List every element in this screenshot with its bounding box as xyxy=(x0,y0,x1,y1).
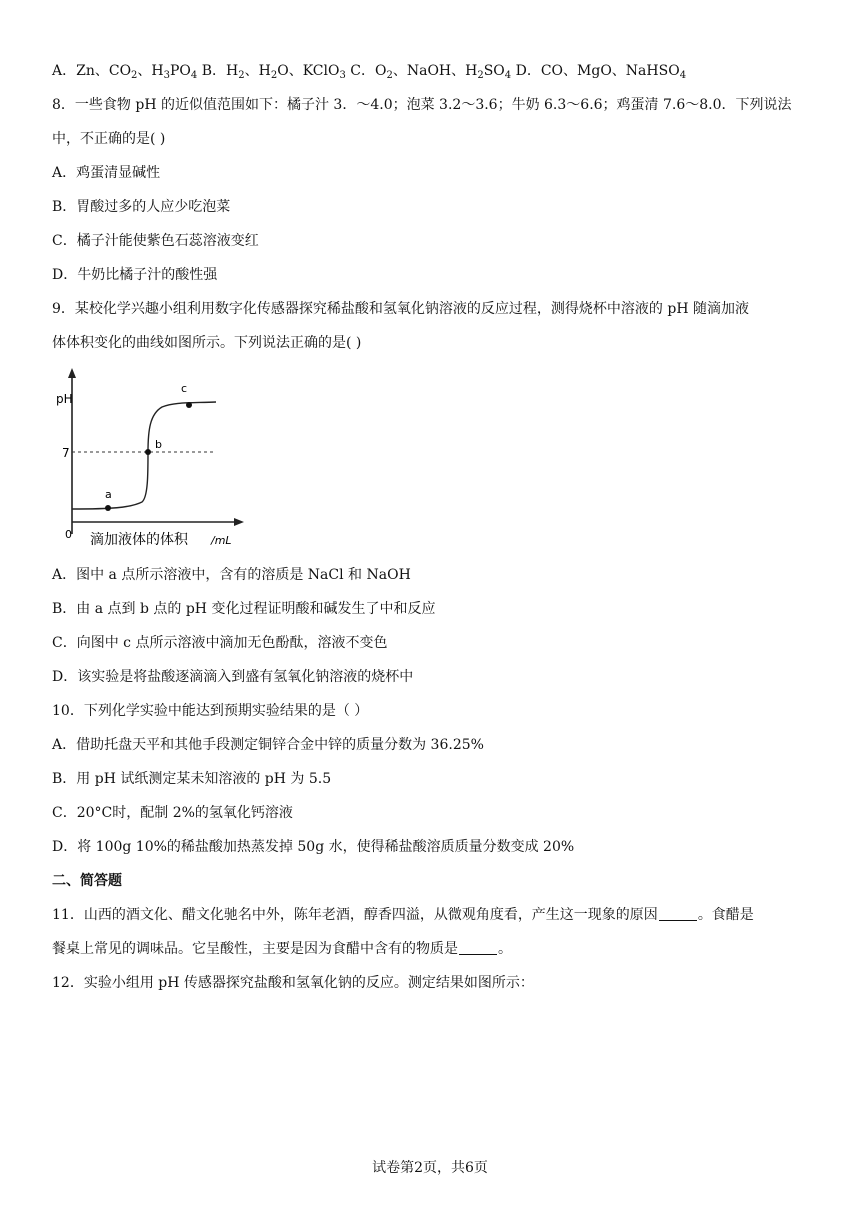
subscript: 4 xyxy=(504,70,512,81)
page-footer: 试卷第2页，共6页 xyxy=(372,1160,488,1176)
subscript: 4 xyxy=(190,70,198,81)
subscript: 2 xyxy=(238,70,245,81)
subscript: 3 xyxy=(163,70,171,81)
text-segment: PO xyxy=(170,63,191,79)
text-segment: 9．某校化学兴趣小组利用数字化传感器探究稀盐酸和氢氧化钠溶液的反应过程，测得烧杯中溶液的 pH 随滴加液 xyxy=(52,301,749,317)
text-segment: C．20°C时，配制 2%的氢氧化钙溶液 xyxy=(52,805,293,821)
text-segment: D．牛奶比橘子汁的酸性强 xyxy=(52,267,218,283)
subscript: 3 xyxy=(339,70,346,81)
text-line-q8-stem-1 xyxy=(52,96,792,114)
text-segment: B．胃酸过多的人应少吃泡菜 xyxy=(52,199,231,215)
text-segment: 。食醋是 xyxy=(697,907,754,923)
ref-line-label: 7 xyxy=(62,446,70,460)
subscript: 2 xyxy=(386,70,393,81)
text-segment: 二、简答题 xyxy=(52,873,122,889)
text-segment: O、KClO xyxy=(277,63,340,79)
text-segment: 、NaOH、H xyxy=(392,63,478,79)
ph-titration-figure xyxy=(50,364,260,554)
text-segment: 体体积变化的曲线如图所示。下列说法正确的是( ) xyxy=(52,335,362,351)
subscript: 2 xyxy=(131,70,138,81)
text-segment: 8．一些食物 pH 的近似值范围如下：橘子汁 3．～4.0；泡菜 3.2～3.6；牛奶 6.3～6.6；鸡蛋清 7.6～8.0．下列说法 xyxy=(52,97,792,113)
text-line-q7-options xyxy=(52,62,686,85)
point-c-label: c xyxy=(181,382,188,395)
text-segment: C．橘子汁能使紫色石蕊溶液变红 xyxy=(52,233,259,249)
y-axis-arrow xyxy=(68,368,76,378)
text-line-q10-stem xyxy=(52,702,368,720)
text-segment: 。 xyxy=(498,941,512,957)
text-line-q9-c xyxy=(52,634,387,652)
text-segment: C．O xyxy=(345,63,387,79)
text-segment: 、H xyxy=(244,63,271,79)
point-b-label: b xyxy=(155,438,162,451)
answer-blank[interactable] xyxy=(459,942,497,955)
subscript: 2 xyxy=(270,70,278,81)
text-line-q9-d xyxy=(52,668,413,686)
text-segment: B．用 pH 试纸测定某未知溶液的 pH 为 5.5 xyxy=(52,771,332,787)
text-segment: C．向图中 c 点所示溶液中滴加无色酚酞，溶液不变色 xyxy=(52,635,388,651)
text-line-q9-stem-2 xyxy=(52,334,361,352)
text-line-q8-c xyxy=(52,232,259,250)
text-line-q9-a xyxy=(52,566,411,584)
answer-blank[interactable] xyxy=(659,908,697,921)
text-line-q9-stem-1 xyxy=(52,300,749,318)
text-line-q10-b xyxy=(52,770,331,788)
text-segment: 12．实验小组用 pH 传感器探究盐酸和氢氧化钠的反应。测定结果如图所示： xyxy=(52,975,534,991)
x-unit-label: /mL xyxy=(211,534,232,547)
x-axis-label: 滴加液体的体积 xyxy=(90,532,188,548)
text-segment: A．图中 a 点所示溶液中，含有的溶质是 NaCl 和 NaOH xyxy=(52,567,411,583)
y-axis-label: pH xyxy=(56,392,73,406)
ph-curve xyxy=(72,402,216,509)
text-segment: 中，不正确的是( ) xyxy=(52,131,166,147)
text-segment: A．鸡蛋清显碱性 xyxy=(52,165,161,181)
subscript: 4 xyxy=(679,70,687,81)
text-segment: B．由 a 点到 b 点的 pH 变化过程证明酸和碱发生了中和反应 xyxy=(52,601,436,617)
text-segment: 餐桌上常见的调味品。它呈酸性，主要是因为食醋中含有的物质是 xyxy=(52,941,458,957)
point-c xyxy=(186,402,192,408)
point-a xyxy=(105,505,111,511)
text-segment: A．Zn、CO xyxy=(52,63,132,79)
point-b xyxy=(145,449,151,455)
text-line-q8-a xyxy=(52,164,160,182)
text-segment: 10．下列化学实验中能达到预期实验结果的是（ ） xyxy=(52,703,369,719)
text-segment: D．该实验是将盐酸逐滴滴入到盛有氢氧化钠溶液的烧杯中 xyxy=(52,669,414,685)
text-segment: 、H xyxy=(137,63,164,79)
x-axis-arrow xyxy=(234,518,244,526)
text-line-q11-2 xyxy=(52,940,512,958)
text-line-q8-stem-2 xyxy=(52,130,165,148)
text-segment: A．借助托盘天平和其他手段测定铜锌合金中锌的质量分数为 36.25% xyxy=(52,737,484,753)
text-line-q10-d xyxy=(52,838,574,856)
text-line-q10-c xyxy=(52,804,293,822)
text-segment: B．H xyxy=(197,63,239,79)
point-a-label: a xyxy=(105,488,112,501)
text-segment: 11．山西的酒文化、醋文化驰名中外，陈年老酒，醇香四溢，从微观角度看，产生这一现象的原因 xyxy=(52,907,658,923)
text-line-q12-stem xyxy=(52,974,534,992)
subscript: 2 xyxy=(477,70,484,81)
text-line-q10-a xyxy=(52,736,484,754)
text-line-q8-b xyxy=(52,198,230,216)
text-line-q11-1 xyxy=(52,906,754,924)
text-segment: D．将 100g 10%的稀盐酸加热蒸发掉 50g 水，使得稀盐酸溶质质量分数变成 20% xyxy=(52,839,575,855)
origin-label: 0 xyxy=(65,528,72,541)
text-segment: SO xyxy=(483,63,505,79)
text-segment: D．CO、MgO、NaHSO xyxy=(511,63,680,79)
text-line-q9-b xyxy=(52,600,435,618)
text-line-section-2 xyxy=(52,872,122,890)
text-line-q8-d xyxy=(52,266,217,284)
